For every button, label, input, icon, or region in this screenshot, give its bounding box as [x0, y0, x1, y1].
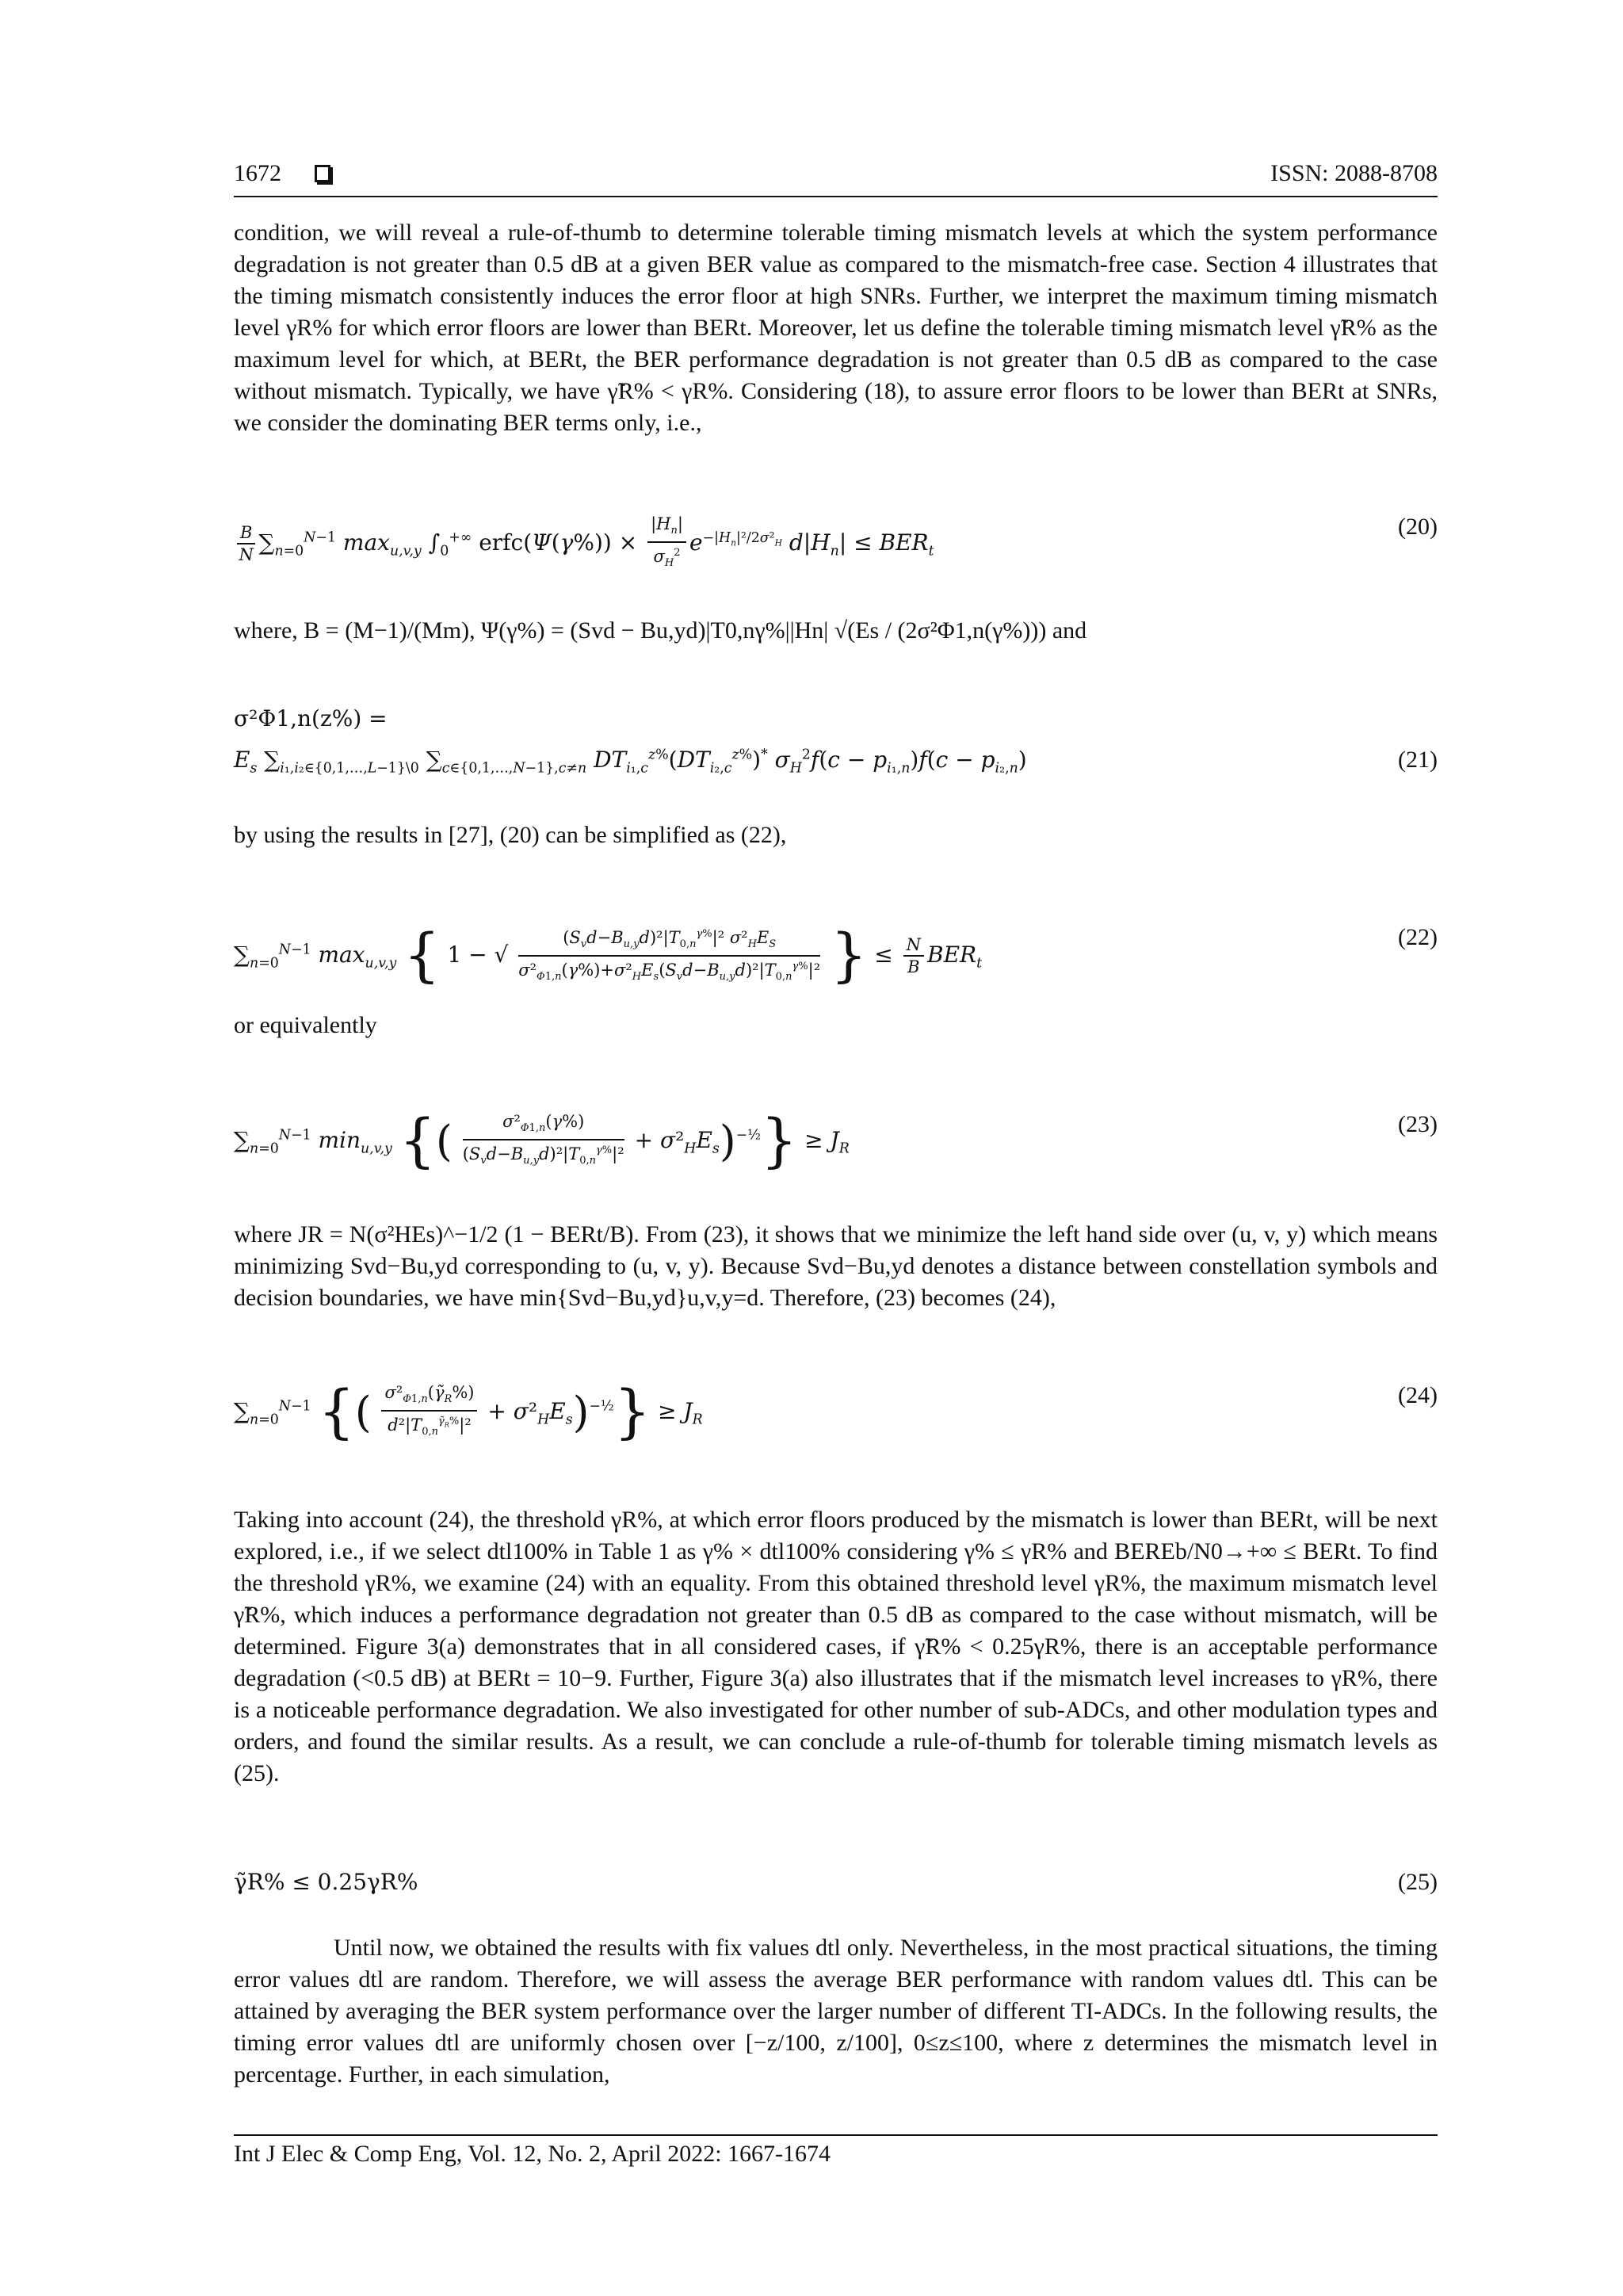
- paragraph-1: condition, we will reveal a rule-of-thumb to determine tolerable timing mismatch levels at which the system performance degradation is not greater than 0.5 dB at a given BER value as compared to the mismatch-free case. Section 4 illustrates that the timing mismatch consistently induces the error floor at high SNRs. Further, we interpret the maximum timing mismatch level γR% for which error floors are lower than BERt. Moreover, let us define the tolerable timing mismatch level γ̃R% as the maximum level for which, at BERt, the BER performance degradation is not greater than 0.5 dB as compared to the case without mismatch. Typically, we have γ̃R% < γR%. Considering (18), to assure error floors to be lower than BERt at SNRs, we consider the dominating BER terms only, i.e.,: [234, 220, 1438, 436]
- page-header: [234, 155, 1438, 192]
- equation-20: [234, 514, 1438, 577]
- equation-21-lhs: σ²Φ1,n(z%) =: [234, 705, 388, 732]
- equation-22-expression: $\sum_{n=0}^{N-1}$ $\max_{u,v,y}$ { 1 − √ $\frac{(S_vd-B_{u,y}d)^2|T_{0,n}^{\gamma\%}|^2 \sigma^2_HE_S}{\sigma^2_{\Phi 1,n}(\gamma\%)+\sigma^2_HE_s(S_vd-B_{u,y}d)^2|T_{0,n}^{\gamma\%}|^2}$ } ≤ $\frac{N}{B}$ $BER_t$: [234, 922, 983, 990]
- equation-24: [234, 1365, 1438, 1468]
- equation-21-label: (21): [1398, 747, 1438, 773]
- equation-23-label: (23): [1398, 1111, 1438, 1137]
- footer-rule: [234, 2134, 1438, 2136]
- paragraph-simplified: by using the results in [27], (20) can be simplified as (22),: [234, 822, 787, 848]
- paragraph-threshold: Taking into account (24), the threshold γR%, at which error floors produced by the mismatch is lower than BERt, will be next explored, i.e., if we select dtl100% in Table 1 as γ% × dtl100% considering γ% ≤ γR% and BEREb/N0→+∞ ≤ BERt. To find the threshold γR%, we examine (24) with an equality. From this obtained threshold level γR%, the maximum mismatch level γ̃R%, which induces a performance degradation not greater than 0.5 dB as compared to the case without mismatch, will be determined. Figure 3(a) demonstrates that in all considered cases, if γ̃R% < 0.25γR%, there is an acceptable performance degradation (<0.5 dB) at BERt = 10−9. Further, Figure 3(a) also illustrates that if the mismatch level increases to γR%, there is a noticeable performance degradation. We also investigated for other number of sub-ADCs, and other modulation types and orders, and found the similar results. As a result, we can conclude a rule-of-thumb for tolerable timing mismatch levels as (25).: [234, 1507, 1438, 1786]
- page-number: 1672: [234, 160, 281, 186]
- header-rule: [234, 196, 1438, 197]
- page-footer: Int J Elec & Comp Eng, Vol. 12, No. 2, April 2022: 1667-1674: [234, 2141, 831, 2167]
- equation-25: [234, 1869, 1438, 1901]
- equation-20-label: (20): [1398, 514, 1438, 540]
- equation-25-label: (25): [1398, 1869, 1438, 1895]
- equation-21: [234, 705, 1438, 793]
- equation-22-label: (22): [1398, 924, 1438, 950]
- paragraph-where-b: where, B = (M−1)/(Mm), Ψ(γ%) = (Svd − Bu,yd)|T0,nγ%||Hn| √(Es / (2σ²Φ1,n(γ%))) and: [234, 617, 1087, 644]
- equation-24-expression: $\sum_{n=0}^{N-1}$ {( $\frac{\sigma^2_{\Phi 1,n}(\gammã_R\%)}{d^2|T_{0,n}^{\gammã_R\%}|^2}$ + $\sigma^2_HE_s)^{-\frac{1}{2}}\} \ge J_R$: [234, 1378, 703, 1446]
- paragraph-random: Until now, we obtained the results with fix values dtl only. Nevertheless, in the most practical situations, the timing error values dtl are random. Therefore, we will assess the average BER performance with random values dtl. This can be attained by averaging the BER system performance over the larger number of different TI-ADCs. In the following results, the timing error values dtl are uniformly chosen over [−z/100, z/100], 0≤z≤100, where z determines the mismatch level in percentage. Further, in each simulation,: [234, 1935, 1438, 2088]
- issn: ISSN: 2088-8708: [1270, 160, 1438, 186]
- equation-21-rhs: $E_s$ $\sum_{i_1,i_2\in\{0,1,\dots,L-1\}\backslash 0}$ $\sum_{c\in\{0,1,\dots,N-1\},c\ne n}$ $DT_{i_1,c}^{z\%}(DT_{i_2,c}^{z\%})^*$ $\sigma_H^2f(c - p_{i_1,n})f(c - p_{i_2,n})$: [234, 747, 1027, 777]
- equation-20-expression: $\frac{B}{N}$ $\sum_{n=0}^{N-1}$ $\max_{u,v,y} \int_0^{+\infty}$ erfc(Ψ(γ%)) × $\frac{|H_n|}{\sigma_H^2}$ $e^{-|H_n|^2/2\sigma^2_H}$ $d|H_n| \le BER_t$: [234, 514, 934, 575]
- paragraph-equivalently: or equivalently: [234, 1012, 377, 1038]
- paragraph-where-jr: where JR = N(σ²HEs)^−1/2 (1 − BERt/B). From (23), it shows that we minimize the left hand side over (u, v, y) which means minimizing Svd−Bu,yd corresponding to (u, v, y). Because Svd−Bu,yd denotes a distance between constellation symbols and decision boundaries, we have min{Svd−Bu,yd}u,v,y=d. Therefore, (23) becomes (24),: [234, 1221, 1438, 1311]
- equation-22: [234, 911, 1438, 1007]
- equation-23-expression: $\sum_{n=0}^{N-1}$ $\min_{u,v,y}$ {( $\frac{\sigma^2_{\Phi 1,n}(\gamma\%)}{(S_vd-B_{u,y}d)^2|T_{0,n}^{\gamma\%}|^2}$ + $\sigma^2_HE_s)^{-\frac{1}{2}}\} \ge J_R$: [234, 1107, 850, 1175]
- square-bullet-icon: [315, 165, 330, 182]
- equation-24-label: (24): [1398, 1382, 1438, 1408]
- equation-25-expression: γ̃R% ≤ 0.25γR%: [234, 1869, 418, 1895]
- equation-23: [234, 1092, 1438, 1195]
